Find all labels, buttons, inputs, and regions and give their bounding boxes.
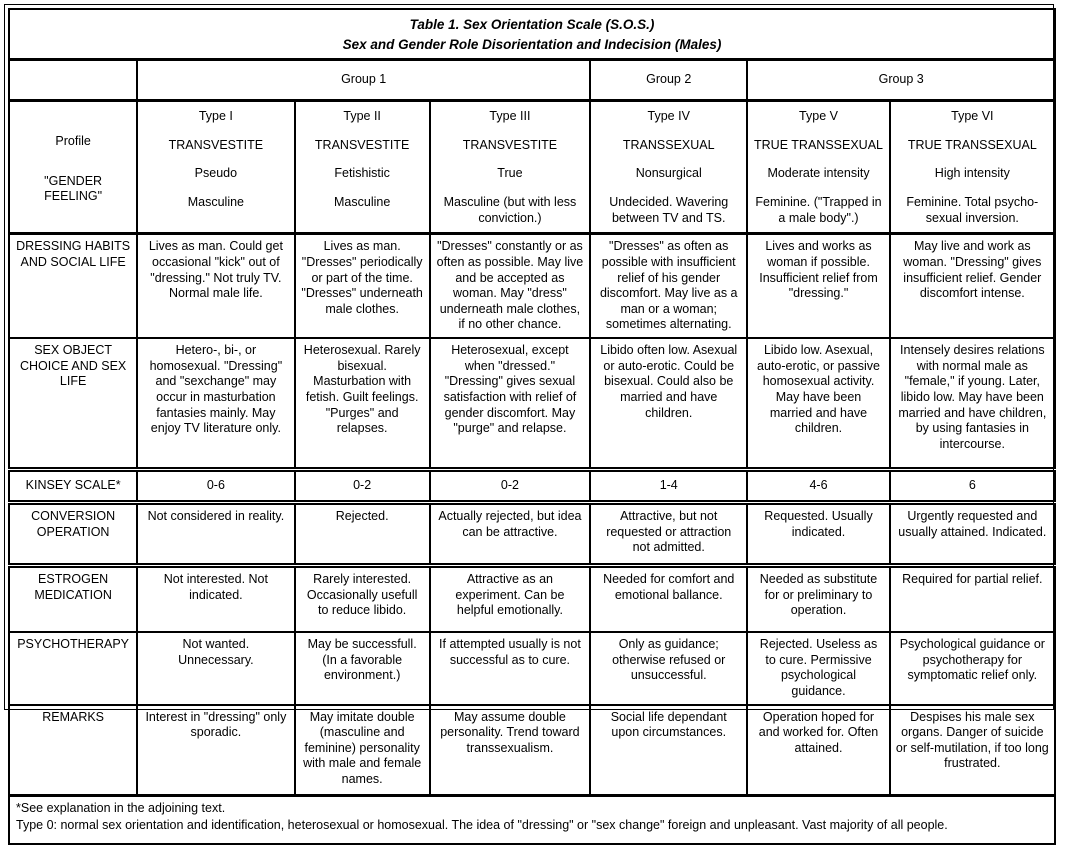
- cell-conversion-type2: Rejected.: [295, 503, 430, 566]
- cell-dressing-type2: Lives as man. "Dresses" periodically or part of the time. "Dresses" underneath male clothes.: [295, 234, 430, 338]
- cell-dressing-type3: "Dresses" constantly or as often as possible. May live and be accepted as woman. May "dress" underneath male clothes, if no other chance.: [430, 234, 590, 338]
- cell-remarks-type1: Interest in "dressing" only sporadic.: [137, 705, 294, 796]
- group-header-row: [9, 60, 1055, 101]
- type3-feeling: Masculine (but with less conviction.): [443, 195, 577, 225]
- cell-estrogen-type2: Rarely interested. Occasionally usefull to reduce libido.: [295, 566, 430, 633]
- type2-label: Type II: [343, 109, 381, 124]
- type6-name: TRUE TRANSSEXUAL: [907, 137, 1037, 152]
- row-label-kinsey-scale: KINSEY SCALE*: [9, 470, 137, 503]
- type3-subtype: True: [497, 166, 523, 181]
- cell-estrogen-type4: Needed for comfort and emotional ballance.: [590, 566, 747, 633]
- profile-label-line2: "GENDER FEELING": [44, 173, 103, 204]
- cell-psycho-type4: Only as guidance; otherwise refused or unsuccessful.: [590, 632, 747, 705]
- cell-sexobj-type6: Intensely desires relations with normal male as "female," if young. Later, libido low. May have been married and have children, by using fantasies in intercourse.: [890, 338, 1055, 470]
- profile-type1: [137, 101, 294, 234]
- row-label-dressing-habits: DRESSING HABITS AND SOCIAL LIFE: [9, 234, 137, 338]
- type6-subtype: High intensity: [934, 166, 1010, 181]
- cell-conversion-type6: Urgently requested and usually attained. Indicated.: [890, 503, 1055, 566]
- cell-kinsey-type1: 0-6: [137, 470, 294, 503]
- type5-subtype: Moderate intensity: [767, 166, 870, 181]
- group-header-blank: [9, 60, 137, 101]
- profile-type5: [747, 101, 889, 234]
- type1-label: Type I: [198, 109, 233, 124]
- row-label-conversion-operation: CONVERSION OPERATION: [9, 503, 137, 566]
- cell-remarks-type4: Social life dependant upon circumstances.: [590, 705, 747, 796]
- cell-psycho-type6: Psychological guidance or psychotherapy for symptomatic relief only.: [890, 632, 1055, 705]
- type1-subtype: Pseudo: [194, 166, 238, 181]
- cell-remarks-type2: May imitate double (masculine and feminine) personality with male and female names.: [295, 705, 430, 796]
- profile-type3: [430, 101, 590, 234]
- type3-name: TRANSVESTITE: [462, 137, 558, 152]
- cell-dressing-type6: May live and work as woman. "Dressing" gives insufficient relief. Gender discomfort intense.: [890, 234, 1055, 338]
- type5-feeling: Feminine. ("Trapped in a male body".): [755, 195, 882, 225]
- type4-subtype: Nonsurgical: [635, 166, 702, 181]
- cell-remarks-type5: Operation hoped for and worked for. Often attained.: [747, 705, 889, 796]
- group-header-group3: Group 3: [747, 60, 1055, 101]
- cell-estrogen-type3: Attractive as an experiment. Can be helpful emotionally.: [430, 566, 590, 633]
- footnote-line2: Type 0: normal sex orientation and identification, heterosexual or homosexual. The idea of "dressing" or "sex change" foreign and unpleasant. Vast majority of all people.: [16, 818, 948, 832]
- type5-label: Type V: [799, 109, 838, 124]
- type4-feeling: Undecided. Wavering between TV and TS.: [609, 195, 729, 225]
- cell-sexobj-type3: Heterosexual, except when "dressed." "Dressing" gives sexual satisfaction with relief of gender discomfort. May "purge" and relapse.: [430, 338, 590, 470]
- row-conversion-operation: [9, 503, 1055, 566]
- cell-remarks-type3: May assume double personality. Trend toward transsexualism.: [430, 705, 590, 796]
- row-sex-object-choice: [9, 338, 1055, 470]
- cell-kinsey-type5: 4-6: [747, 470, 889, 503]
- profile-type2: [295, 101, 430, 234]
- type2-feeling: Masculine: [334, 195, 391, 209]
- cell-sexobj-type1: Hetero-, bi-, or homosexual. "Dressing" and "sexchange" may occur in masturbation fantasies mainly. May enjoy TV literature only.: [137, 338, 294, 470]
- row-psychotherapy: [9, 632, 1055, 705]
- table-title-line2: Sex and Gender Role Disorientation and Indecision (Males): [342, 36, 722, 52]
- row-label-estrogen-medication: ESTROGEN MEDICATION: [9, 566, 137, 633]
- cell-kinsey-type3: 0-2: [430, 470, 590, 503]
- row-estrogen-medication: [9, 566, 1055, 633]
- cell-psycho-type2: May be successfull. (In a favorable environment.): [295, 632, 430, 705]
- cell-kinsey-type2: 0-2: [295, 470, 430, 503]
- cell-dressing-type1: Lives as man. Could get occasional "kick" out of "dressing." Not truly TV. Normal male life.: [137, 234, 294, 338]
- cell-psycho-type5: Rejected. Useless as to cure. Permissive psychological guidance.: [747, 632, 889, 705]
- type3-label: Type III: [489, 109, 531, 124]
- row-kinsey-scale: [9, 470, 1055, 503]
- sos-table: [8, 8, 1056, 845]
- profile-label-line1: Profile: [55, 134, 91, 149]
- table-title-line1: Table 1. Sex Orientation Scale (S.O.S.): [409, 17, 655, 32]
- profile-type6: [890, 101, 1055, 234]
- profile-header-row: [9, 101, 1055, 234]
- type5-name: TRUE TRANSSEXUAL: [754, 137, 883, 152]
- cell-sexobj-type5: Libido low. Asexual, auto-erotic, or passive homosexual activity. May have been married and have children.: [747, 338, 889, 470]
- table-title-row: [9, 9, 1055, 60]
- cell-conversion-type5: Requested. Usually indicated.: [747, 503, 889, 566]
- footnote-line1: *See explanation in the adjoining text.: [16, 800, 226, 815]
- footnotes: [9, 795, 1055, 844]
- cell-remarks-type6: Despises his male sex organs. Danger of suicide or self-mutilation, if too long frustrated.: [890, 705, 1055, 796]
- cell-sexobj-type4: Libido often low. Asexual or auto-erotic. Could be bisexual. Could also be married and have children.: [590, 338, 747, 470]
- type6-label: Type VI: [951, 109, 994, 124]
- type2-name: TRANSVESTITE: [314, 137, 410, 152]
- row-label-profile: [9, 101, 137, 234]
- group-header-group1: Group 1: [137, 60, 590, 101]
- row-label-remarks: REMARKS: [9, 705, 137, 796]
- type4-name: TRANSSEXUAL: [622, 137, 715, 152]
- type1-feeling: Masculine: [187, 195, 245, 209]
- cell-conversion-type4: Attractive, but not requested or attraction not admitted.: [590, 503, 747, 566]
- type2-subtype: Fetishistic: [334, 166, 390, 181]
- cell-kinsey-type4: 1-4: [590, 470, 747, 503]
- group-header-group2: Group 2: [590, 60, 747, 101]
- row-dressing-habits: [9, 234, 1055, 338]
- document-frame: [4, 4, 1054, 832]
- footnote-row: [9, 795, 1055, 844]
- row-label-sex-object-choice: SEX OBJECT CHOICE AND SEX LIFE: [9, 338, 137, 470]
- cell-dressing-type4: "Dresses" as often as possible with insufficient relief of his gender discomfort. May live as a man or a woman; sometimes alternating.: [590, 234, 747, 338]
- type4-label: Type IV: [647, 109, 690, 124]
- cell-psycho-type3: If attempted usually is not successful as to cure.: [430, 632, 590, 705]
- cell-sexobj-type2: Heterosexual. Rarely bisexual. Masturbation with fetish. Guilt feelings. "Purges" and relapses.: [295, 338, 430, 470]
- profile-type4: [590, 101, 747, 234]
- cell-estrogen-type6: Required for partial relief.: [890, 566, 1055, 633]
- cell-psycho-type1: Not wanted. Unnecessary.: [137, 632, 294, 705]
- type6-feeling: Feminine. Total psycho-sexual inversion.: [906, 195, 1039, 225]
- cell-conversion-type3: Actually rejected, but idea can be attractive.: [430, 503, 590, 566]
- row-label-psychotherapy: PSYCHOTHERAPY: [9, 632, 137, 705]
- cell-dressing-type5: Lives and works as woman if possible. Insufficient relief from "dressing.": [747, 234, 889, 338]
- cell-kinsey-type6: 6: [890, 470, 1055, 503]
- row-remarks: [9, 705, 1055, 796]
- cell-estrogen-type5: Needed as substitute for or preliminary to operation.: [747, 566, 889, 633]
- cell-estrogen-type1: Not interested. Not indicated.: [137, 566, 294, 633]
- cell-conversion-type1: Not considered in reality.: [137, 503, 294, 566]
- type1-name: TRANSVESTITE: [168, 137, 264, 152]
- table-title: [9, 9, 1055, 60]
